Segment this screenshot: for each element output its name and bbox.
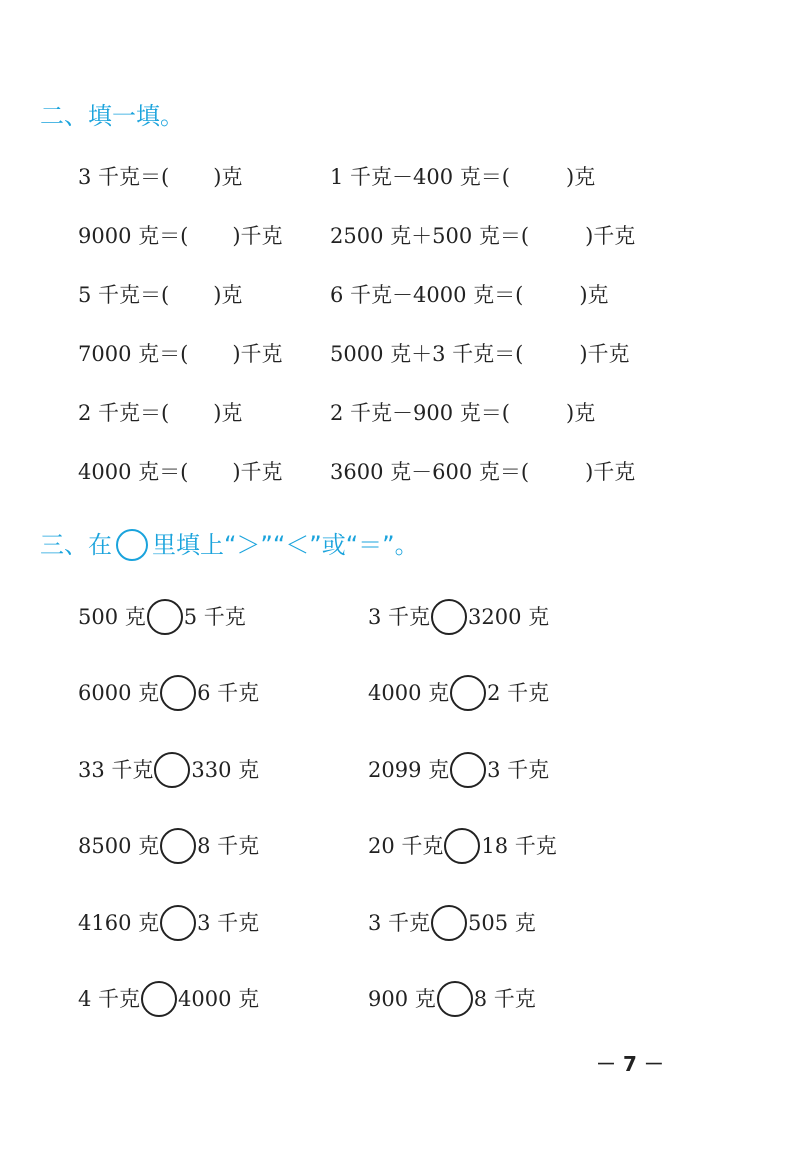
unit: )千克 bbox=[585, 460, 636, 484]
unit: )千克 bbox=[585, 224, 636, 248]
unit: )千克 bbox=[232, 342, 283, 366]
answer-circle[interactable] bbox=[431, 905, 467, 941]
left-quantity: 20 千克 bbox=[368, 834, 444, 859]
left-quantity: 500 克 bbox=[78, 605, 146, 629]
expression: 6 千克－4000 克＝( bbox=[330, 283, 524, 307]
compare-row bbox=[78, 751, 678, 827]
right-quantity: 2 千克 bbox=[487, 681, 550, 706]
unit: )克 bbox=[213, 283, 243, 307]
expression: 5000 克＋3 千克＝( bbox=[330, 342, 524, 366]
left-quantity: 4160 克 bbox=[78, 910, 160, 935]
expression: 3600 克－600 克＝( bbox=[330, 460, 530, 484]
fill-row bbox=[78, 278, 678, 337]
answer-circle[interactable] bbox=[450, 675, 486, 711]
fill-row bbox=[78, 337, 678, 396]
compare-item bbox=[78, 980, 259, 1018]
unit: )克 bbox=[566, 165, 596, 189]
fill-item bbox=[330, 455, 635, 489]
expression: 1 千克－400 克＝( bbox=[330, 165, 510, 189]
compare-item bbox=[368, 980, 536, 1018]
right-quantity: 4000 克 bbox=[178, 986, 260, 1011]
answer-circle[interactable] bbox=[160, 675, 196, 711]
answer-circle[interactable] bbox=[141, 981, 177, 1017]
answer-circle[interactable] bbox=[450, 752, 486, 788]
unit: )克 bbox=[213, 401, 243, 425]
expression: 2500 克＋500 克＝( bbox=[330, 224, 530, 248]
circle-icon bbox=[116, 529, 148, 561]
compare-exercise-list bbox=[78, 598, 678, 1056]
section-3-heading bbox=[40, 529, 419, 561]
expression: 3 千克＝( bbox=[78, 165, 170, 189]
compare-item bbox=[78, 751, 259, 789]
compare-item bbox=[78, 827, 259, 865]
expression: 5 千克＝( bbox=[78, 283, 170, 307]
left-quantity: 4 千克 bbox=[78, 986, 141, 1011]
compare-item bbox=[368, 598, 549, 636]
left-quantity: 33 千克 bbox=[78, 757, 154, 782]
section-2-title: 二、填一填。 bbox=[40, 102, 184, 130]
fill-item bbox=[330, 219, 635, 253]
section-3-title-end: 里填上“＞”“＜”或“＝”。 bbox=[152, 531, 419, 559]
fill-item bbox=[330, 160, 595, 194]
right-quantity: 18 千克 bbox=[481, 834, 557, 859]
fill-item bbox=[330, 396, 595, 430]
fill-item bbox=[330, 278, 609, 312]
expression: 2 千克－900 克＝( bbox=[330, 401, 510, 425]
compare-item bbox=[368, 751, 549, 789]
right-quantity: 330 克 bbox=[191, 757, 260, 782]
fill-item bbox=[78, 337, 283, 371]
section-2-heading bbox=[40, 104, 184, 128]
left-quantity: 6000 克 bbox=[78, 681, 160, 706]
compare-row bbox=[78, 674, 678, 750]
unit: )克 bbox=[213, 165, 243, 189]
expression: 9000 克＝( bbox=[78, 224, 189, 248]
unit: )千克 bbox=[232, 460, 283, 484]
right-quantity: 5 千克 bbox=[183, 605, 246, 629]
compare-row bbox=[78, 904, 678, 980]
compare-row bbox=[78, 598, 678, 674]
compare-item bbox=[78, 674, 259, 712]
fill-item bbox=[78, 396, 242, 430]
section-3-title-start: 三、在 bbox=[40, 531, 112, 559]
right-quantity: 3 千克 bbox=[197, 910, 260, 935]
fill-row bbox=[78, 396, 678, 455]
answer-circle[interactable] bbox=[154, 752, 190, 788]
compare-item bbox=[78, 904, 259, 942]
expression: 4000 克＝( bbox=[78, 460, 189, 484]
fill-item bbox=[78, 455, 283, 489]
unit: )克 bbox=[579, 283, 609, 307]
fill-item bbox=[78, 219, 283, 253]
answer-circle[interactable] bbox=[444, 828, 480, 864]
fill-row bbox=[78, 455, 678, 514]
fill-row bbox=[78, 160, 678, 219]
fill-item bbox=[78, 278, 242, 312]
expression: 7000 克＝( bbox=[78, 342, 189, 366]
answer-circle[interactable] bbox=[160, 828, 196, 864]
left-quantity: 8500 克 bbox=[78, 834, 160, 859]
compare-item bbox=[368, 904, 536, 942]
compare-item bbox=[368, 674, 549, 712]
right-quantity: 6 千克 bbox=[197, 681, 260, 706]
unit: )千克 bbox=[579, 342, 630, 366]
right-quantity: 8 千克 bbox=[197, 834, 260, 859]
answer-circle[interactable] bbox=[437, 981, 473, 1017]
left-quantity: 900 克 bbox=[368, 986, 436, 1011]
page-number: － 7 － bbox=[596, 1052, 664, 1076]
compare-item bbox=[368, 827, 557, 865]
compare-row bbox=[78, 827, 678, 903]
fill-item bbox=[330, 337, 630, 371]
unit: )千克 bbox=[232, 224, 283, 248]
left-quantity: 2099 克 bbox=[368, 757, 450, 782]
answer-circle[interactable] bbox=[160, 905, 196, 941]
compare-row bbox=[78, 980, 678, 1056]
left-quantity: 3 千克 bbox=[368, 605, 431, 629]
expression: 2 千克＝( bbox=[78, 401, 170, 425]
right-quantity: 3 千克 bbox=[487, 757, 550, 782]
right-quantity: 8 千克 bbox=[473, 986, 536, 1011]
compare-item bbox=[78, 598, 246, 636]
left-quantity: 3 千克 bbox=[368, 910, 431, 935]
fill-row bbox=[78, 219, 678, 278]
fill-item bbox=[78, 160, 242, 194]
answer-circle[interactable] bbox=[147, 599, 183, 635]
answer-circle[interactable] bbox=[431, 599, 467, 635]
right-quantity: 3200 克 bbox=[468, 605, 550, 629]
fill-in-exercise-list bbox=[78, 160, 678, 514]
right-quantity: 505 克 bbox=[468, 910, 536, 935]
left-quantity: 4000 克 bbox=[368, 681, 450, 706]
unit: )克 bbox=[566, 401, 596, 425]
